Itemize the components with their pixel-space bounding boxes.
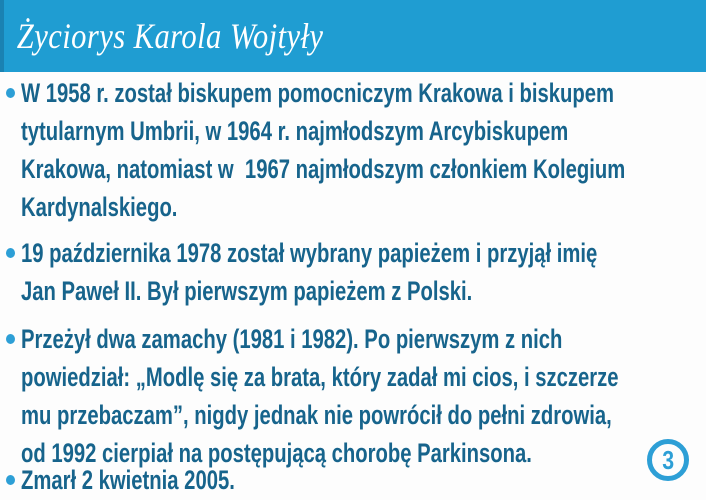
bullet-item-3 (6, 320, 706, 475)
bullet-line: Kardynalskiego. (21, 192, 178, 222)
bullet-line: Jan Paweł II. Był pierwszym papieżem z Polski. (21, 276, 473, 306)
bullet-item-2 (6, 234, 706, 310)
bullet-line: tytularnym Umbrii, w 1964 r. najmłodszym Arcybiskupem (21, 116, 569, 146)
bullet-line: mu przebaczam”, nigdy jednak nie powrócił do pełni zdrowia, (21, 400, 612, 430)
bullet-dot-icon (6, 248, 15, 258)
bullet-line: 19 października 1978 został wybrany papieżem i przyjął imię (21, 238, 598, 268)
bullet-item-1 (6, 74, 706, 226)
page-number-badge (647, 439, 689, 481)
page-number: 3 (662, 445, 674, 475)
bullet-line: powiedział: „Modlę się za brata, który zadał mi cios, i szczerze (21, 362, 619, 392)
bullet-dot-icon (6, 334, 15, 344)
bullet-line: od 1992 cierpiał na postępującą chorobę Parkinsona. (21, 438, 532, 468)
bullet-line: Krakowa, natomiast w 1967 najmłodszym członkiem Kolegium (21, 154, 626, 184)
bullet-line: Przeżył dwa zamachy (1981 i 1982). Po pierwszym z nich (21, 324, 563, 354)
bullet-text (21, 74, 625, 226)
slide-header (0, 0, 706, 72)
bullet-text (21, 320, 619, 472)
bullet-dot-icon (6, 475, 15, 485)
bullet-dot-icon (6, 88, 15, 98)
bullet-list (0, 72, 706, 499)
bullet-line: W 1958 r. został biskupem pomocniczym Krakowa i biskupem (21, 78, 615, 108)
bullet-text (21, 234, 597, 310)
slide-title: Życiorys Karola Wojtyły (16, 16, 324, 56)
bullet-text (21, 461, 235, 499)
bullet-line: Zmarł 2 kwietnia 2005. (21, 465, 235, 495)
